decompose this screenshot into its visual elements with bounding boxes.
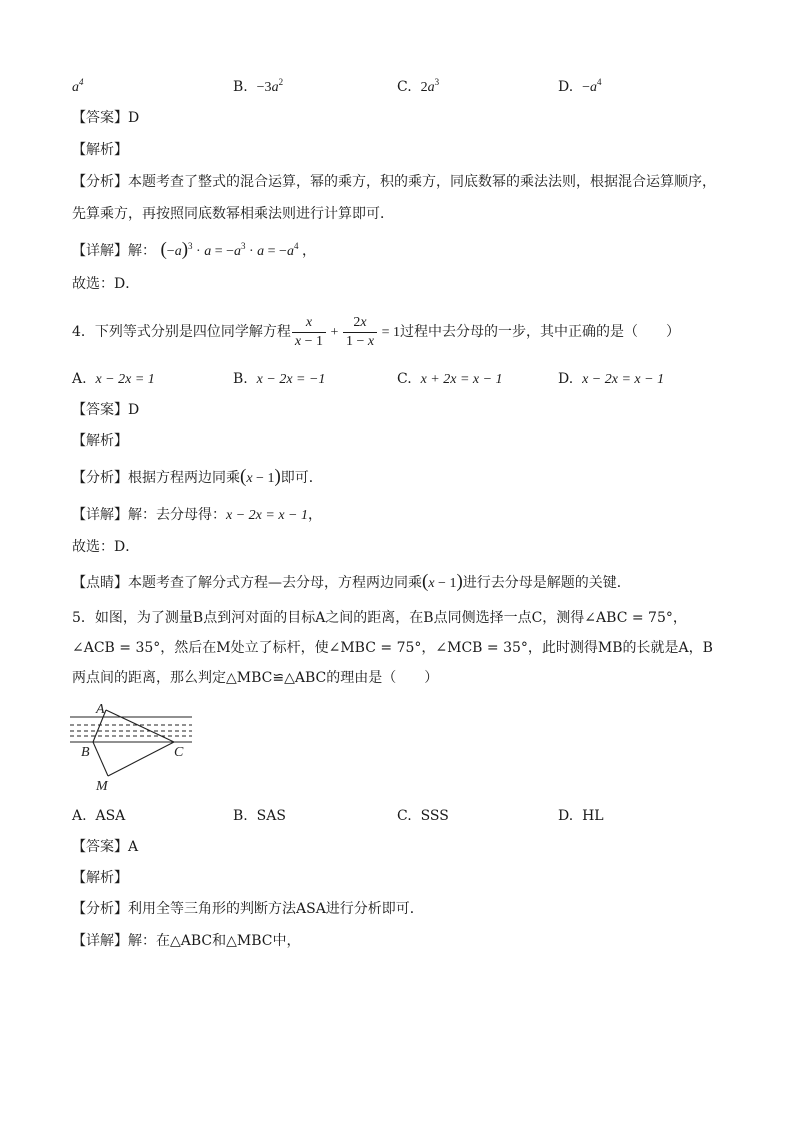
q5-fenxi xyxy=(72,899,424,919)
point-a-label: A xyxy=(96,702,105,717)
q4-stem-pre: 4．下列等式分别是四位同学解方程 xyxy=(72,324,291,340)
point-c-label: C xyxy=(174,745,184,760)
q3-option-c: C. $2a^3$ xyxy=(397,77,440,95)
fenxi-text: 利用全等三角形的判断方法ASA进行分析即可． xyxy=(128,901,424,917)
q3-guxuan: 故选：D． xyxy=(72,276,140,292)
option-label: D. xyxy=(558,371,574,387)
dianjing-tag: 【点睛】 xyxy=(72,575,128,591)
answer-value: A xyxy=(128,839,139,855)
q5-option-a xyxy=(72,806,125,826)
option-text: SAS xyxy=(256,808,286,824)
q3-xiangjie-formula: $(-a)^3 \cdot a = -a^3 \cdot a = -a^4$ ， xyxy=(160,239,316,260)
q3-fenxi-line2: 先算乘方，再按照同底数幂相乘法则进行计算即可． xyxy=(72,206,394,222)
q4-option-d xyxy=(558,369,664,390)
option-label: A. xyxy=(72,371,87,387)
xiangjie-tag: 【详解】 xyxy=(72,243,128,259)
q4-guxuan: 故选：D． xyxy=(72,539,140,555)
q5-stem-line2: ∠ACB = 35°，然后在M处立了标杆，使∠MBC = 75°，∠MCB = 35°，此时测得MB的长就是A，B xyxy=(72,640,713,656)
option-label: C. xyxy=(397,371,412,387)
answer-tag: 【答案】 xyxy=(72,110,128,126)
q3-option-a: $a^4$ xyxy=(72,77,84,95)
point-m-label: M xyxy=(96,779,108,794)
option-label: A. xyxy=(72,808,87,824)
q3-answer xyxy=(72,108,139,128)
point-b-label: B xyxy=(81,745,90,760)
option-text: ASA xyxy=(95,808,126,824)
xiangjie-tag: 【详解】 xyxy=(72,933,128,949)
option-label: D. xyxy=(558,79,574,95)
option-text: HL xyxy=(582,808,604,824)
fenxi-tag: 【分析】 xyxy=(72,174,128,190)
fenxi-tag: 【分析】 xyxy=(72,901,128,917)
xiangjie-prefix: 解： xyxy=(128,243,156,259)
q3-option-b: B. $-3a^2$ xyxy=(233,77,284,95)
option-label: B. xyxy=(233,808,248,824)
q4-option-c xyxy=(397,369,503,390)
q4-fraction-1: $\frac{x}{x - 1}$ xyxy=(292,314,326,351)
fenxi-text: 本题考查了整式的混合运算，幂的乘方，积的乘方，同底数幂的乘法法则，根据混合运算顺序， xyxy=(128,174,716,190)
segment-bm xyxy=(93,742,108,776)
answer-tag: 【答案】 xyxy=(72,839,128,855)
q5-option-b xyxy=(233,806,286,826)
q4-stem: 4．下列等式分别是四位同学解方程 $\frac{x}{x - 1}$ + $\frac{2x}{1 - x}$ = 1过程中去分母的一步，其中正确的是（ ） xyxy=(72,314,680,349)
q5-jiexi: 【解析】 xyxy=(72,870,128,886)
q4-jiexi: 【解析】 xyxy=(72,433,128,449)
answer-tag: 【答案】 xyxy=(72,402,128,418)
xiangjie-pre: 解：去分母得： xyxy=(128,507,226,523)
option-label: C. xyxy=(397,808,412,824)
segment-ac xyxy=(106,710,174,742)
dianjing-post: 进行去分母是解题的关键． xyxy=(462,575,631,591)
q4-answer xyxy=(72,400,139,420)
option-text: x + 2x = x − 1 xyxy=(420,372,503,387)
q4-xiangjie: 【详解】解：去分母得：x − 2x = x − 1， xyxy=(72,507,322,523)
option-text: x − 2x = −1 xyxy=(256,372,326,387)
q4-fraction-2: $\frac{2x}{1 - x}$ xyxy=(343,314,377,351)
option-text: x − 2x = x − 1 xyxy=(582,372,665,387)
q3-option-d: D. $-a^4$ xyxy=(558,77,602,95)
xiangjie-equation: x − 2x = x − 1 xyxy=(226,508,308,523)
xiangjie-text: 解：在△ABC和△MBC中， xyxy=(128,933,301,949)
q3-fenxi-line1 xyxy=(72,172,716,192)
option-label: B. xyxy=(233,79,248,95)
q3-jiexi: 【解析】 xyxy=(72,142,128,158)
option-text: x − 2x = 1 xyxy=(95,372,155,387)
option-label: D. xyxy=(558,808,574,824)
q5-stem-line1: 5．如图，为了测量B点到河对面的目标A之间的距离，在B点同侧选择一点C，测得∠ABC = 75°， xyxy=(72,610,687,626)
answer-value: D xyxy=(128,110,140,126)
q5-xiangjie xyxy=(72,931,301,951)
dianjing-pre: 本题考查了解分式方程—去分母，方程两边同乘 xyxy=(128,575,422,591)
q5-answer xyxy=(72,837,138,857)
option-label: B. xyxy=(233,371,248,387)
option-label: C. xyxy=(397,79,412,95)
xiangjie-tag: 【详解】 xyxy=(72,507,128,523)
fenxi-post: 即可． xyxy=(280,470,323,486)
answer-value: D xyxy=(128,402,140,418)
option-text: SSS xyxy=(420,808,449,824)
segment-mc xyxy=(108,742,174,776)
fenxi-pre: 根据方程两边同乘 xyxy=(128,470,240,486)
q4-fenxi: 【分析】根据方程两边同乘(x − 1)即可． xyxy=(72,466,323,487)
q5-stem-line3: 两点间的距离，那么判定△MBC≌△ABC的理由是（ ） xyxy=(72,670,439,686)
q4-option-b xyxy=(233,369,325,390)
fenxi-tag: 【分析】 xyxy=(72,470,128,486)
q5-option-c xyxy=(397,806,449,826)
q4-stem-post: 过程中去分母的一步，其中正确的是（ ） xyxy=(399,324,680,340)
q4-dianjing: 【点睛】本题考查了解分式方程—去分母，方程两边同乘(x − 1)进行去分母是解题的关键． xyxy=(72,571,631,592)
q3-xiangjie xyxy=(72,236,316,262)
q4-option-a xyxy=(72,369,155,390)
q5-figure xyxy=(66,700,206,800)
q5-option-d xyxy=(558,806,604,826)
